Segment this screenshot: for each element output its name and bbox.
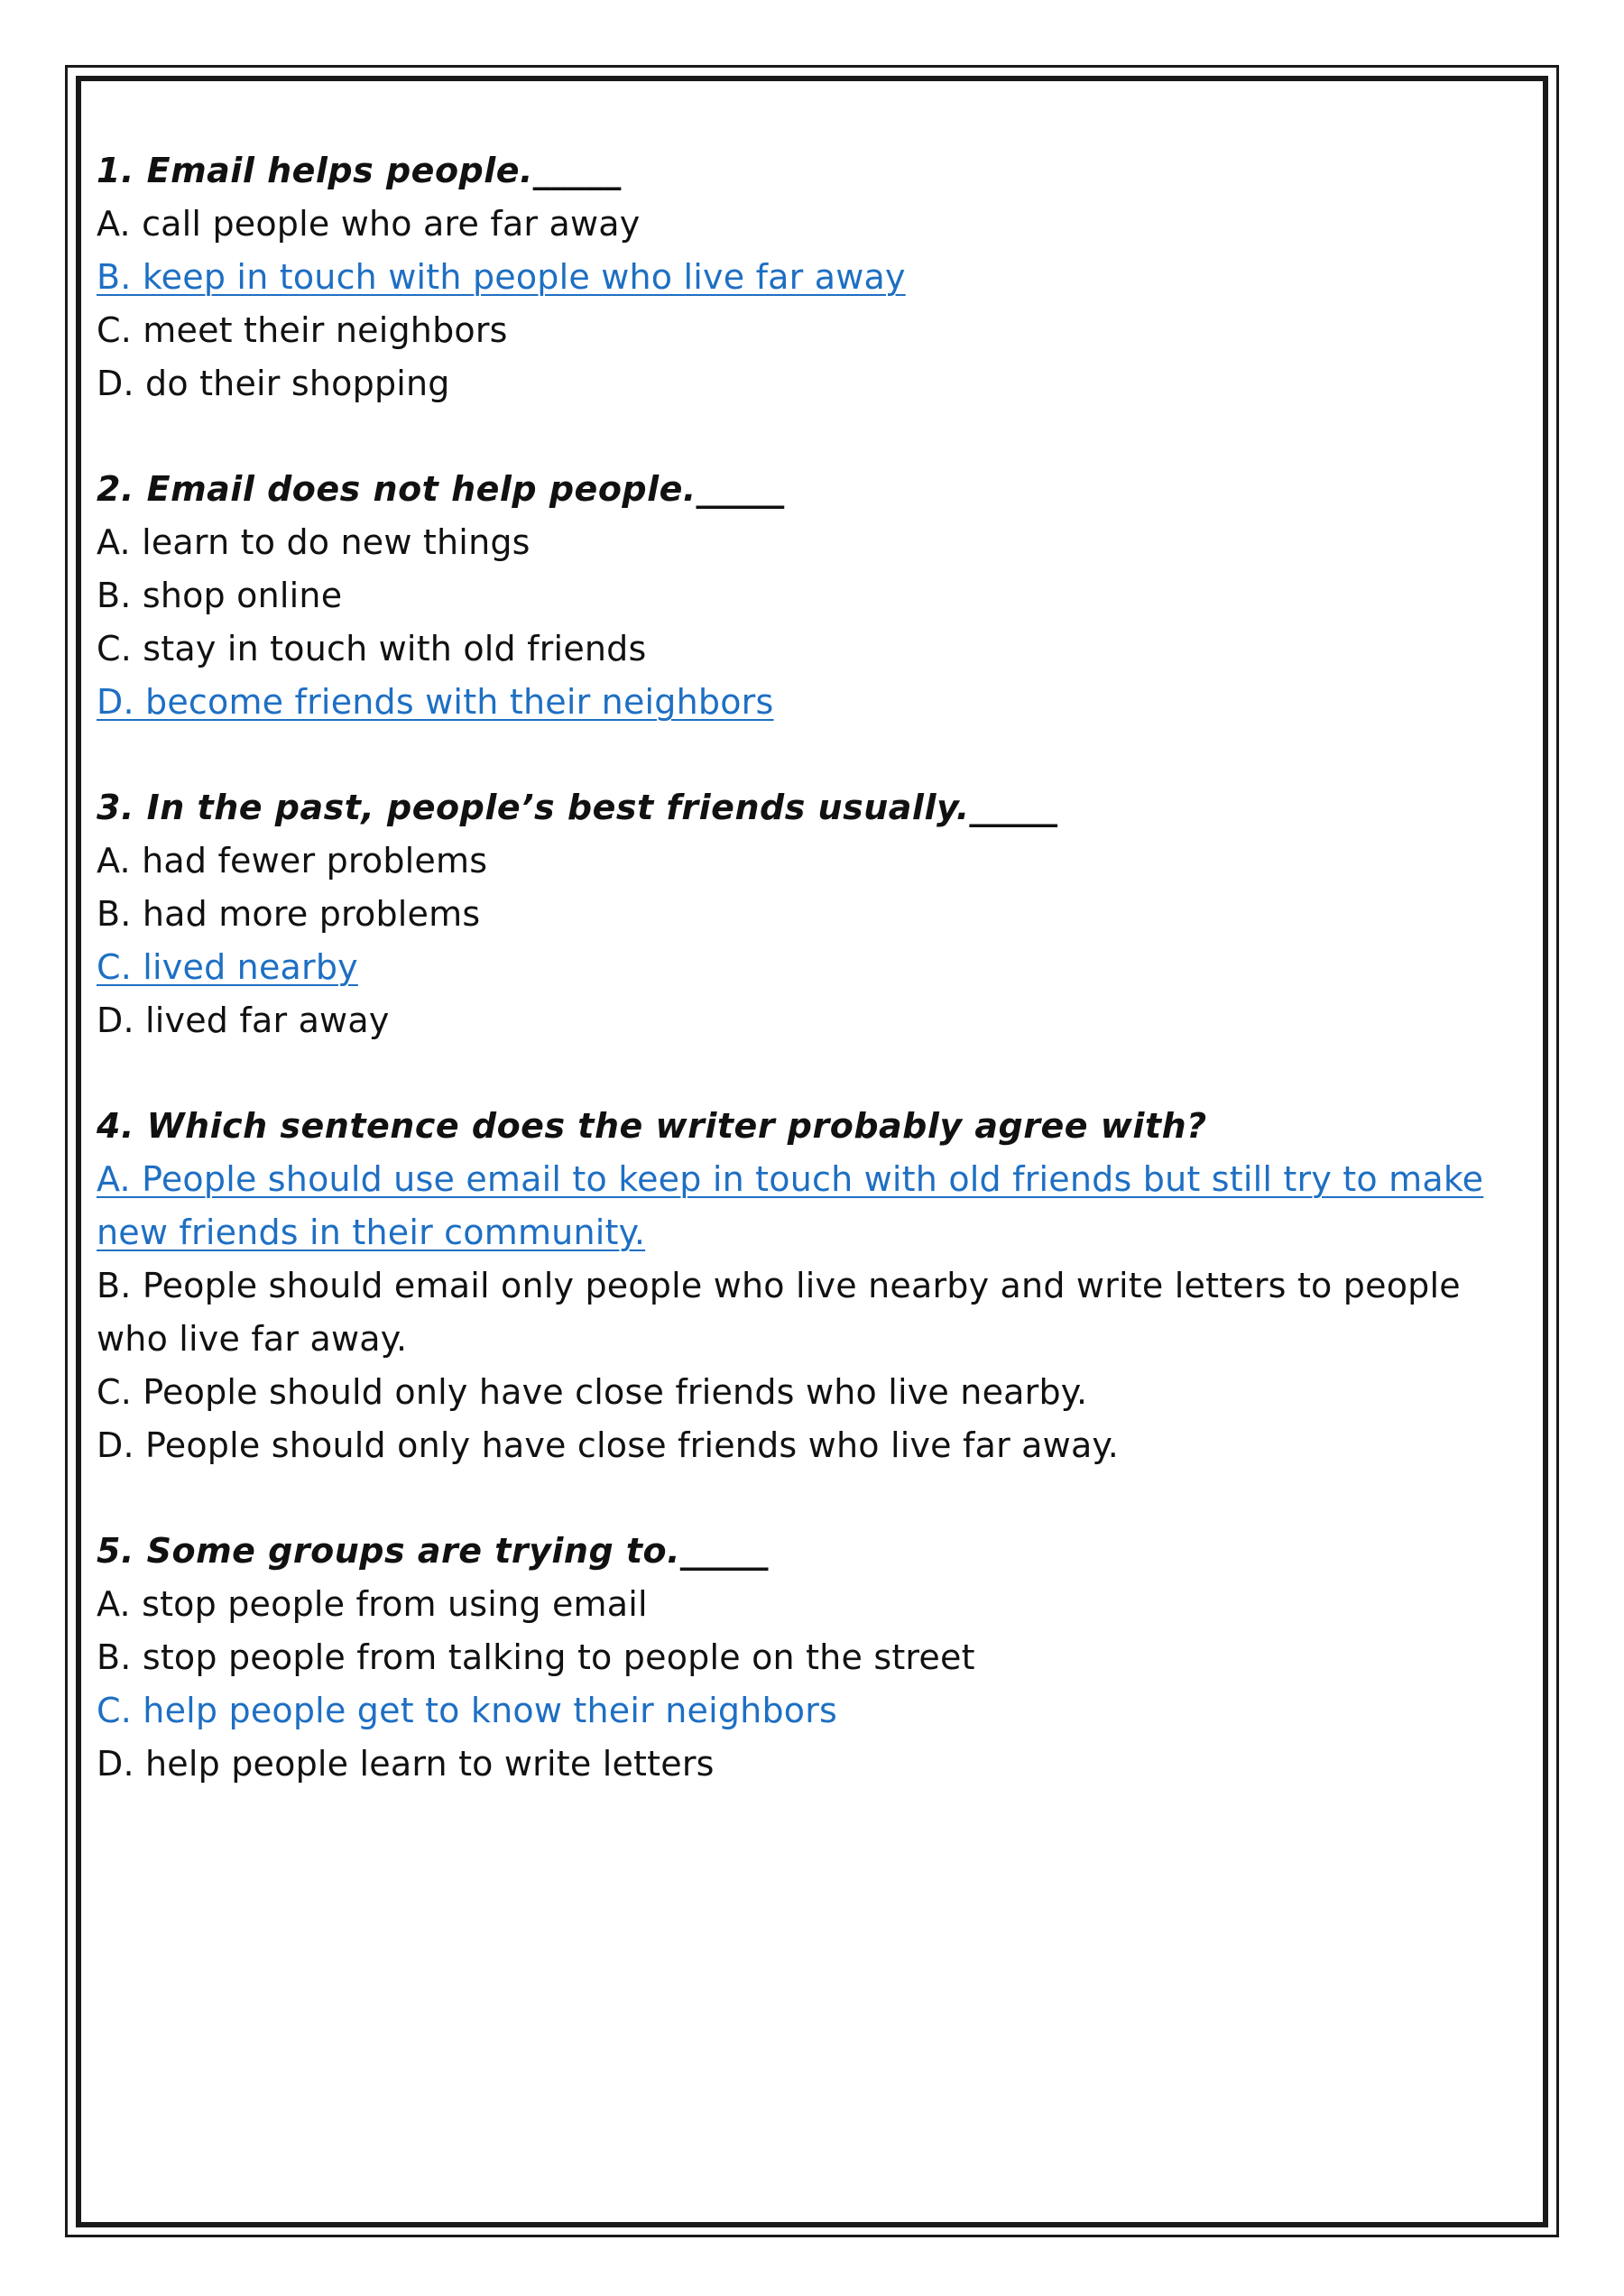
option-c-answer: C. help people get to know their neighbors <box>97 1691 838 1730</box>
option-d: D. help people learn to write letters <box>97 1744 715 1784</box>
question-text: 3. In the past, people’s best friends usually._____ <box>97 788 1058 827</box>
question-4 <box>97 1100 1540 1472</box>
option-d-answer: D. become friends with their neighbors <box>97 682 774 722</box>
option-a: A. call people who are far away <box>97 204 641 244</box>
option-b-answer: B. keep in touch with people who live far away <box>97 257 906 297</box>
option-d: D. People should only have close friends who live far away. <box>97 1425 1119 1465</box>
option-c: C. meet their neighbors <box>97 310 508 350</box>
question-text: 5. Some groups are trying to._____ <box>97 1531 769 1571</box>
question-1 <box>97 144 1540 410</box>
option-c: C. stay in touch with old friends <box>97 629 647 669</box>
question-3 <box>97 781 1540 1047</box>
option-a: A. stop people from using email <box>97 1584 648 1624</box>
option-a: A. had fewer problems <box>97 841 488 881</box>
question-2 <box>97 463 1540 729</box>
question-5 <box>97 1525 1540 1791</box>
option-c: C. People should only have close friends who live nearby. <box>97 1372 1088 1412</box>
worksheet-content <box>97 144 1540 1843</box>
option-b: B. People should email only people who live nearby and write letters to people who live far away. <box>97 1266 1461 1359</box>
option-c-answer: C. lived nearby <box>97 947 358 987</box>
option-a: A. learn to do new things <box>97 522 531 562</box>
question-text: 4. Which sentence does the writer probably agree with? <box>97 1106 1207 1146</box>
option-b: B. stop people from talking to people on the street <box>97 1637 975 1677</box>
question-text: 2. Email does not help people._____ <box>97 469 785 509</box>
option-b: B. shop online <box>97 576 343 615</box>
option-d: D. do their shopping <box>97 364 450 403</box>
question-text: 1. Email helps people._____ <box>97 151 622 190</box>
option-d: D. lived far away <box>97 1000 390 1040</box>
option-a-answer: A. People should use email to keep in touch with old friends but still try to make new friends in their community. <box>97 1159 1484 1252</box>
option-b: B. had more problems <box>97 894 481 934</box>
